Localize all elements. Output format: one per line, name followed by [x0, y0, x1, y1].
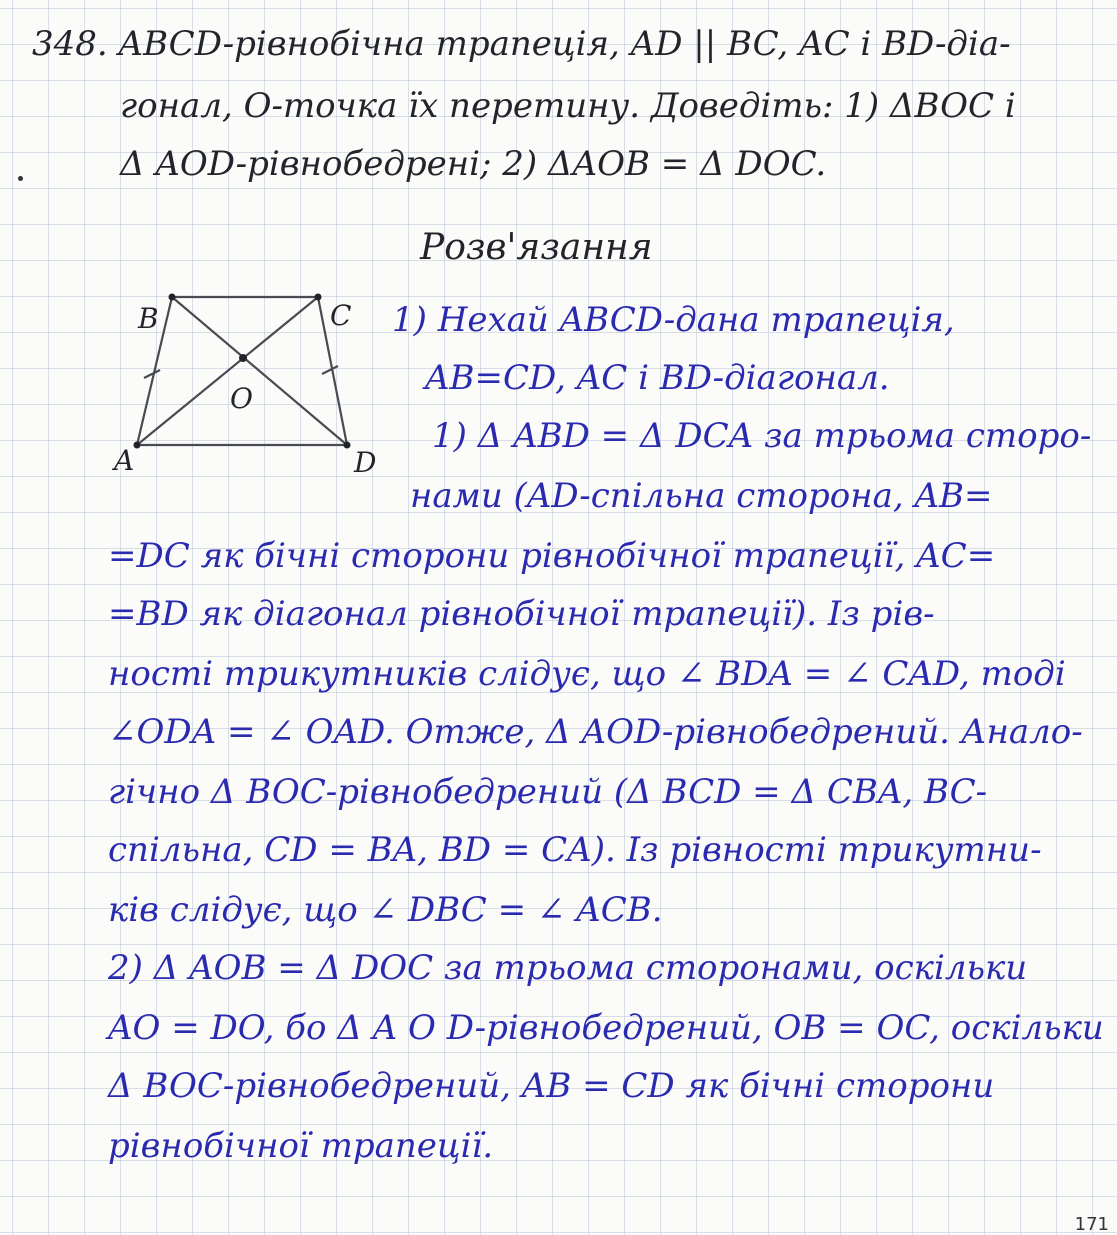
problem-text-1: ABCD-рівнобічна трапеція, AD || BC, AC і BD-діа- [118, 24, 1011, 64]
solution-line-5: =DC як бічні сторони рівнобічної трапеції, AC= [108, 536, 996, 576]
tick-cd [322, 366, 338, 374]
solution-line-11: ків слідує, що ∠ DBC = ∠ ACB. [108, 890, 663, 930]
page-number: 171 [1074, 1214, 1109, 1235]
problem-line-1 [32, 24, 1011, 64]
solution-line-8: ∠ODA = ∠ OAD. Отже, Δ AOD-рівнобедрений. Анало- [108, 712, 1083, 752]
vertex-c [315, 294, 322, 301]
diagonal-ac [137, 297, 318, 445]
label-o: O [230, 382, 253, 415]
problem-line-3: Δ AOD-рівнобедрені; 2) ΔAOB = Δ DOC. [120, 144, 827, 184]
trapezoid-figure [100, 270, 390, 480]
vertex-a [134, 442, 141, 449]
margin-dot [18, 176, 23, 181]
label-c: C [330, 299, 352, 332]
solution-line-1: 1) Нехай ABCD-дана трапеція, [392, 300, 955, 340]
diagonal-bd [172, 297, 347, 445]
vertex-b [169, 294, 176, 301]
label-a: A [114, 444, 135, 477]
solution-line-13: AO = DO, бо Δ A O D-рівнобедрений, OB = OC, оскільки [108, 1008, 1104, 1048]
solution-line-2: AB=CD, AC і BD-діагонал. [425, 358, 890, 398]
solution-title: Розв'язання [420, 227, 653, 268]
solution-line-7: ності трикутників слідує, що ∠ BDA = ∠ CAD, тоді [108, 654, 1066, 694]
solution-line-4: нами (AD-спільна сторона, AB= [410, 476, 993, 516]
vertex-d [344, 442, 351, 449]
solution-line-6: =BD як діагонал рівнобічної трапеції). Із рів- [108, 594, 935, 634]
problem-line-2: гонал, О-точка їх перетину. Доведіть: 1) ΔBOC і [120, 86, 1016, 126]
solution-line-12: 2) Δ AOB = Δ DOC за трьома сторонами, оскільки [108, 948, 1028, 988]
solution-line-15: рівнобічної трапеції. [108, 1126, 494, 1166]
solution-line-3: 1) Δ ABD = Δ DCA за трьома сторо- [432, 416, 1092, 456]
problem-number: 348. [32, 24, 108, 64]
solution-line-9: гічно Δ BOC-рівнобедрений (Δ BCD = Δ CBA, BC- [108, 772, 988, 812]
point-o [239, 354, 247, 362]
label-d: D [354, 446, 377, 479]
solution-line-14: Δ BOC-рівнобедрений, AB = CD як бічні сторони [108, 1066, 995, 1106]
solution-line-10: спільна, CD = BA, BD = CA). Із рівності трикутни- [108, 830, 1042, 870]
label-b: B [138, 302, 159, 335]
